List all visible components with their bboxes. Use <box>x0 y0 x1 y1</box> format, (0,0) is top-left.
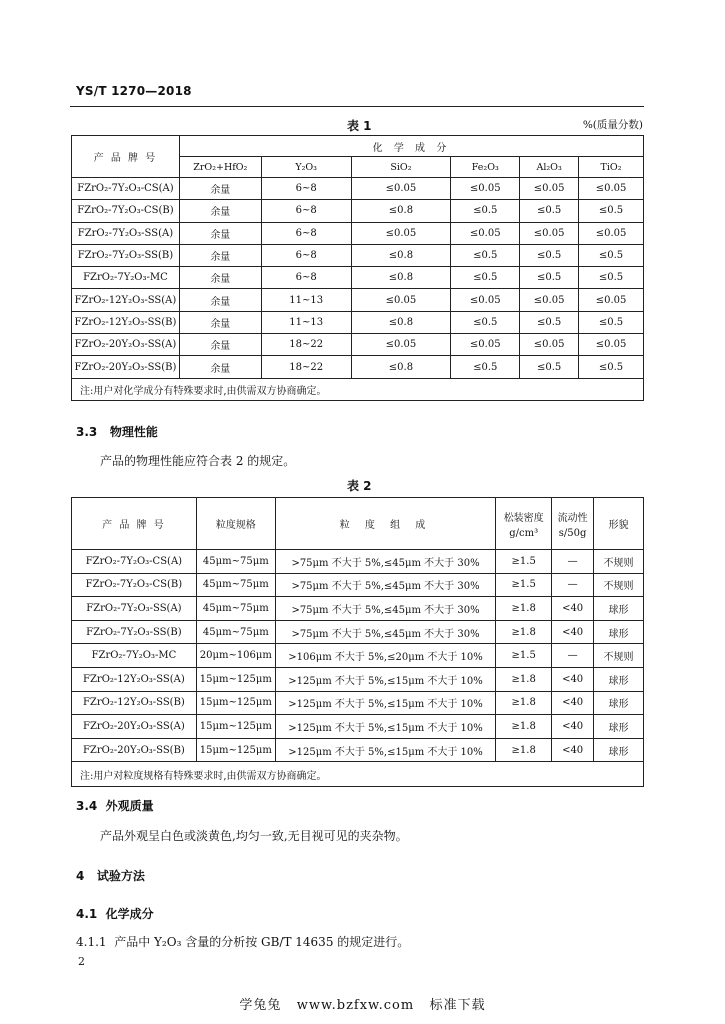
t2-row-cell: 球形 <box>594 620 644 644</box>
footer-watermark: 学兔兔 www.bzfxw.com 标准下载 <box>239 998 486 1013</box>
t1-row-cell: ≤0.05 <box>351 289 451 311</box>
t2-row-cell: ≥1.5 <box>496 550 552 574</box>
t1-row-cell: FZrO₂-7Y₂O₃-SS(A) <box>72 222 180 244</box>
t2-row-cell: ≥1.5 <box>496 644 552 668</box>
t1-row <box>72 222 644 244</box>
t2-row-cell: 不规则 <box>594 644 644 668</box>
t1-row-cell: ≤0.05 <box>451 334 520 356</box>
table1-caption: 表 1 <box>347 119 372 133</box>
t2-row-cell: 15μm~125μm <box>196 691 275 715</box>
t1-col-header: TiO₂ <box>579 157 644 178</box>
t2-row-cell: ≥1.8 <box>496 738 552 762</box>
t2-row-cell: >125μm 不大于 5%,≤15μm 不大于 10% <box>275 715 495 739</box>
t2-row-cell: <40 <box>552 667 594 691</box>
t2-row-cell: >125μm 不大于 5%,≤15μm 不大于 10% <box>275 738 495 762</box>
t1-row-cell: ≤0.5 <box>451 200 520 222</box>
t1-row <box>72 334 644 356</box>
t1-col-header: Fe₂O₃ <box>451 157 520 178</box>
t1-note: 注:用户对化学成分有特殊要求时,由供需双方协商确定。 <box>72 378 644 400</box>
t1-group-header: 化 学 成 分 <box>179 136 643 157</box>
t2-row-cell: 不规则 <box>594 573 644 597</box>
t1-row-cell: ≤0.05 <box>451 222 520 244</box>
section-3-3-text: 产品的物理性能应符合表 2 的规定。 <box>100 454 296 468</box>
section-4-1-title: 化学成分 <box>105 907 154 921</box>
t2-row-cell: 45μm~75μm <box>196 620 275 644</box>
t2-composition-header: 粒 度 组 成 <box>275 498 495 550</box>
t2-flow-header <box>552 498 594 550</box>
t1-row-cell: 余量 <box>179 311 261 333</box>
t1-row-cell: 6~8 <box>261 244 351 266</box>
t1-row <box>72 178 644 200</box>
t1-row <box>72 289 644 311</box>
t1-row-cell: 6~8 <box>261 267 351 289</box>
t2-row-cell: 45μm~75μm <box>196 573 275 597</box>
section-3-3-heading <box>76 423 158 440</box>
t2-density-header <box>496 498 552 550</box>
t1-row-cell: 余量 <box>179 334 261 356</box>
t2-product-header: 产 品 牌 号 <box>72 498 197 550</box>
section-4-1-1-text: 产品中 Y₂O₃ 含量的分析按 GB/T 14635 的规定进行。 <box>114 935 410 949</box>
t2-row-cell: >125μm 不大于 5%,≤15μm 不大于 10% <box>275 691 495 715</box>
t2-row-cell: 球形 <box>594 691 644 715</box>
t2-row <box>72 573 644 597</box>
t1-row-cell: 余量 <box>179 267 261 289</box>
t1-row <box>72 200 644 222</box>
t2-row-cell: <40 <box>552 738 594 762</box>
t2-row-cell: ≥1.5 <box>496 573 552 597</box>
t2-row-cell: ≥1.8 <box>496 715 552 739</box>
t1-product-header: 产 品 牌 号 <box>72 136 180 178</box>
t1-col-header: ZrO₂+HfO₂ <box>179 157 261 178</box>
t2-row-cell: >75μm 不大于 5%,≤45μm 不大于 30% <box>275 573 495 597</box>
t2-row-cell: >125μm 不大于 5%,≤15μm 不大于 10% <box>275 667 495 691</box>
t1-row-cell: ≤0.5 <box>579 356 644 378</box>
t1-row-cell: ≤0.5 <box>520 267 579 289</box>
t1-row-cell: ≤0.05 <box>451 289 520 311</box>
t1-row-cell: FZrO₂-12Y₂O₃-SS(B) <box>72 311 180 333</box>
t2-row <box>72 644 644 668</box>
t2-row <box>72 550 644 574</box>
t1-row-cell: ≤0.8 <box>351 200 451 222</box>
t1-row-cell: FZrO₂-12Y₂O₃-SS(A) <box>72 289 180 311</box>
t2-row-cell: >75μm 不大于 5%,≤45μm 不大于 30% <box>275 597 495 621</box>
t2-row-cell: 球形 <box>594 738 644 762</box>
t1-row-cell: ≤0.8 <box>351 244 451 266</box>
t1-row <box>72 311 644 333</box>
t2-row-cell: FZrO₂-12Y₂O₃-SS(B) <box>72 691 197 715</box>
t1-row-cell: 余量 <box>179 222 261 244</box>
t2-row-cell: FZrO₂-20Y₂O₃-SS(A) <box>72 715 197 739</box>
t2-flow-unit: s/50g <box>558 527 587 539</box>
t1-row-cell: ≤0.8 <box>351 267 451 289</box>
t1-row-cell: 余量 <box>179 244 261 266</box>
t2-row-cell: FZrO₂-7Y₂O₃-CS(B) <box>72 573 197 597</box>
t2-row-cell: <40 <box>552 597 594 621</box>
t2-row-cell: FZrO₂-7Y₂O₃-SS(B) <box>72 620 197 644</box>
section-4-1-1 <box>76 933 409 950</box>
t2-row-cell: ≥1.8 <box>496 691 552 715</box>
t1-row-cell: ≤0.5 <box>579 311 644 333</box>
t1-row-cell: ≤0.5 <box>579 267 644 289</box>
t1-row-cell: 6~8 <box>261 200 351 222</box>
t1-col-header: Al₂O₃ <box>520 157 579 178</box>
section-3-4-number: 3.4 <box>76 799 98 813</box>
t1-row-cell: 6~8 <box>261 178 351 200</box>
t1-row-cell: FZrO₂-7Y₂O₃-MC <box>72 267 180 289</box>
t2-row-cell: 20μm~106μm <box>196 644 275 668</box>
t2-row-cell: ≥1.8 <box>496 620 552 644</box>
t2-row-cell: <40 <box>552 691 594 715</box>
t2-row-cell: — <box>552 573 594 597</box>
section-3-3-number: 3.3 <box>76 425 98 439</box>
t2-row <box>72 597 644 621</box>
section-4-heading <box>76 867 145 884</box>
t2-note: 注:用户对粒度规格有特殊要求时,由供需双方协商确定。 <box>72 762 644 787</box>
standard-number: YS/T 1270—2018 <box>76 84 192 98</box>
section-4-1-heading <box>76 905 154 922</box>
t1-row-cell: ≤0.05 <box>520 334 579 356</box>
t2-row-cell: 球形 <box>594 667 644 691</box>
section-3-3-title: 物理性能 <box>109 425 158 439</box>
t2-row <box>72 620 644 644</box>
t1-row-cell: ≤0.5 <box>579 244 644 266</box>
t2-row-cell: >75μm 不大于 5%,≤45μm 不大于 30% <box>275 550 495 574</box>
t1-row-cell: ≤0.5 <box>451 267 520 289</box>
t2-row <box>72 667 644 691</box>
t2-row-cell: <40 <box>552 715 594 739</box>
t2-density-unit: g/cm³ <box>509 527 539 539</box>
t2-row-cell: 不规则 <box>594 550 644 574</box>
t1-row <box>72 244 644 266</box>
section-3-4-title: 外观质量 <box>105 799 154 813</box>
section-4-number: 4 <box>76 869 85 883</box>
t1-row-cell: ≤0.8 <box>351 311 451 333</box>
t1-row-cell: ≤0.05 <box>520 178 579 200</box>
t1-row-cell: FZrO₂-20Y₂O₃-SS(A) <box>72 334 180 356</box>
t2-row-cell: >75μm 不大于 5%,≤45μm 不大于 30% <box>275 620 495 644</box>
t2-row <box>72 691 644 715</box>
section-4-1-1-number: 4.1.1 <box>76 935 107 949</box>
t1-row-cell: 余量 <box>179 200 261 222</box>
t2-row-cell: >106μm 不大于 5%,≤20μm 不大于 10% <box>275 644 495 668</box>
t1-row-cell: 18~22 <box>261 356 351 378</box>
t1-row-cell: ≤0.5 <box>520 200 579 222</box>
t1-row-cell: ≤0.05 <box>351 222 451 244</box>
t1-row-cell: ≤0.5 <box>520 244 579 266</box>
t1-row-cell: 余量 <box>179 356 261 378</box>
t2-row <box>72 715 644 739</box>
t1-row-cell: ≤0.05 <box>579 178 644 200</box>
t1-row-cell: ≤0.05 <box>579 334 644 356</box>
t2-row-cell: — <box>552 550 594 574</box>
header-rule <box>70 106 644 107</box>
t2-density-label: 松装密度 <box>503 512 544 524</box>
t2-row-cell: — <box>552 644 594 668</box>
t1-row-cell: 6~8 <box>261 222 351 244</box>
t1-row-cell: 18~22 <box>261 334 351 356</box>
t1-row-cell: 11~13 <box>261 311 351 333</box>
t1-row-cell: ≤0.5 <box>451 311 520 333</box>
t2-row-cell: ≥1.8 <box>496 667 552 691</box>
t1-row-cell: ≤0.05 <box>579 222 644 244</box>
t1-row-cell: 余量 <box>179 178 261 200</box>
t1-row-cell: ≤0.5 <box>451 244 520 266</box>
table1 <box>71 135 644 401</box>
table2 <box>71 497 644 787</box>
t1-row-cell: 余量 <box>179 289 261 311</box>
t1-col-header: Y₂O₃ <box>261 157 351 178</box>
section-4-title: 试验方法 <box>96 869 145 883</box>
t1-row-cell: FZrO₂-7Y₂O₃-CS(A) <box>72 178 180 200</box>
t1-row-cell: FZrO₂-20Y₂O₃-SS(B) <box>72 356 180 378</box>
t2-row-cell: FZrO₂-7Y₂O₃-CS(A) <box>72 550 197 574</box>
t2-row-cell: 球形 <box>594 597 644 621</box>
t1-row-cell: ≤0.05 <box>520 289 579 311</box>
page-number: 2 <box>78 955 85 968</box>
t1-col-header: SiO₂ <box>351 157 451 178</box>
t1-row-cell: FZrO₂-7Y₂O₃-CS(B) <box>72 200 180 222</box>
table2-caption: 表 2 <box>347 479 372 493</box>
t1-row-cell: 11~13 <box>261 289 351 311</box>
section-3-4-heading <box>76 797 154 814</box>
t1-row-cell: ≤0.05 <box>351 334 451 356</box>
t2-row-cell: <40 <box>552 620 594 644</box>
t1-row-cell: ≤0.5 <box>451 356 520 378</box>
t1-row-cell: ≤0.05 <box>520 222 579 244</box>
table1-unit: %(质量分数) <box>582 119 643 131</box>
t2-row-cell: FZrO₂-12Y₂O₃-SS(A) <box>72 667 197 691</box>
t2-row-cell: FZrO₂-20Y₂O₃-SS(B) <box>72 738 197 762</box>
section-3-4-text: 产品外观呈白色或淡黄色,均匀一致,无目视可见的夹杂物。 <box>100 829 408 843</box>
t1-row-cell: ≤0.05 <box>451 178 520 200</box>
t1-row <box>72 356 644 378</box>
t1-row <box>72 267 644 289</box>
t2-row-cell: FZrO₂-7Y₂O₃-SS(A) <box>72 597 197 621</box>
t2-row-cell: 15μm~125μm <box>196 738 275 762</box>
t2-row-cell: ≥1.8 <box>496 597 552 621</box>
t2-row <box>72 738 644 762</box>
section-4-1-number: 4.1 <box>76 907 98 921</box>
t2-shape-header: 形貌 <box>594 498 644 550</box>
t2-row-cell: 15μm~125μm <box>196 667 275 691</box>
t1-row-cell: FZrO₂-7Y₂O₃-SS(B) <box>72 244 180 266</box>
t2-size-header: 粒度规格 <box>196 498 275 550</box>
t1-row-cell: ≤0.5 <box>579 200 644 222</box>
t1-row-cell: ≤0.5 <box>520 311 579 333</box>
t1-row-cell: ≤0.05 <box>351 178 451 200</box>
t1-row-cell: ≤0.8 <box>351 356 451 378</box>
t2-flow-label: 流动性 <box>557 512 588 524</box>
t2-row-cell: 45μm~75μm <box>196 597 275 621</box>
t2-row-cell: 45μm~75μm <box>196 550 275 574</box>
t1-row-cell: ≤0.5 <box>520 356 579 378</box>
t2-row-cell: FZrO₂-7Y₂O₃-MC <box>72 644 197 668</box>
t2-row-cell: 15μm~125μm <box>196 715 275 739</box>
t1-row-cell: ≤0.05 <box>579 289 644 311</box>
t2-row-cell: 球形 <box>594 715 644 739</box>
